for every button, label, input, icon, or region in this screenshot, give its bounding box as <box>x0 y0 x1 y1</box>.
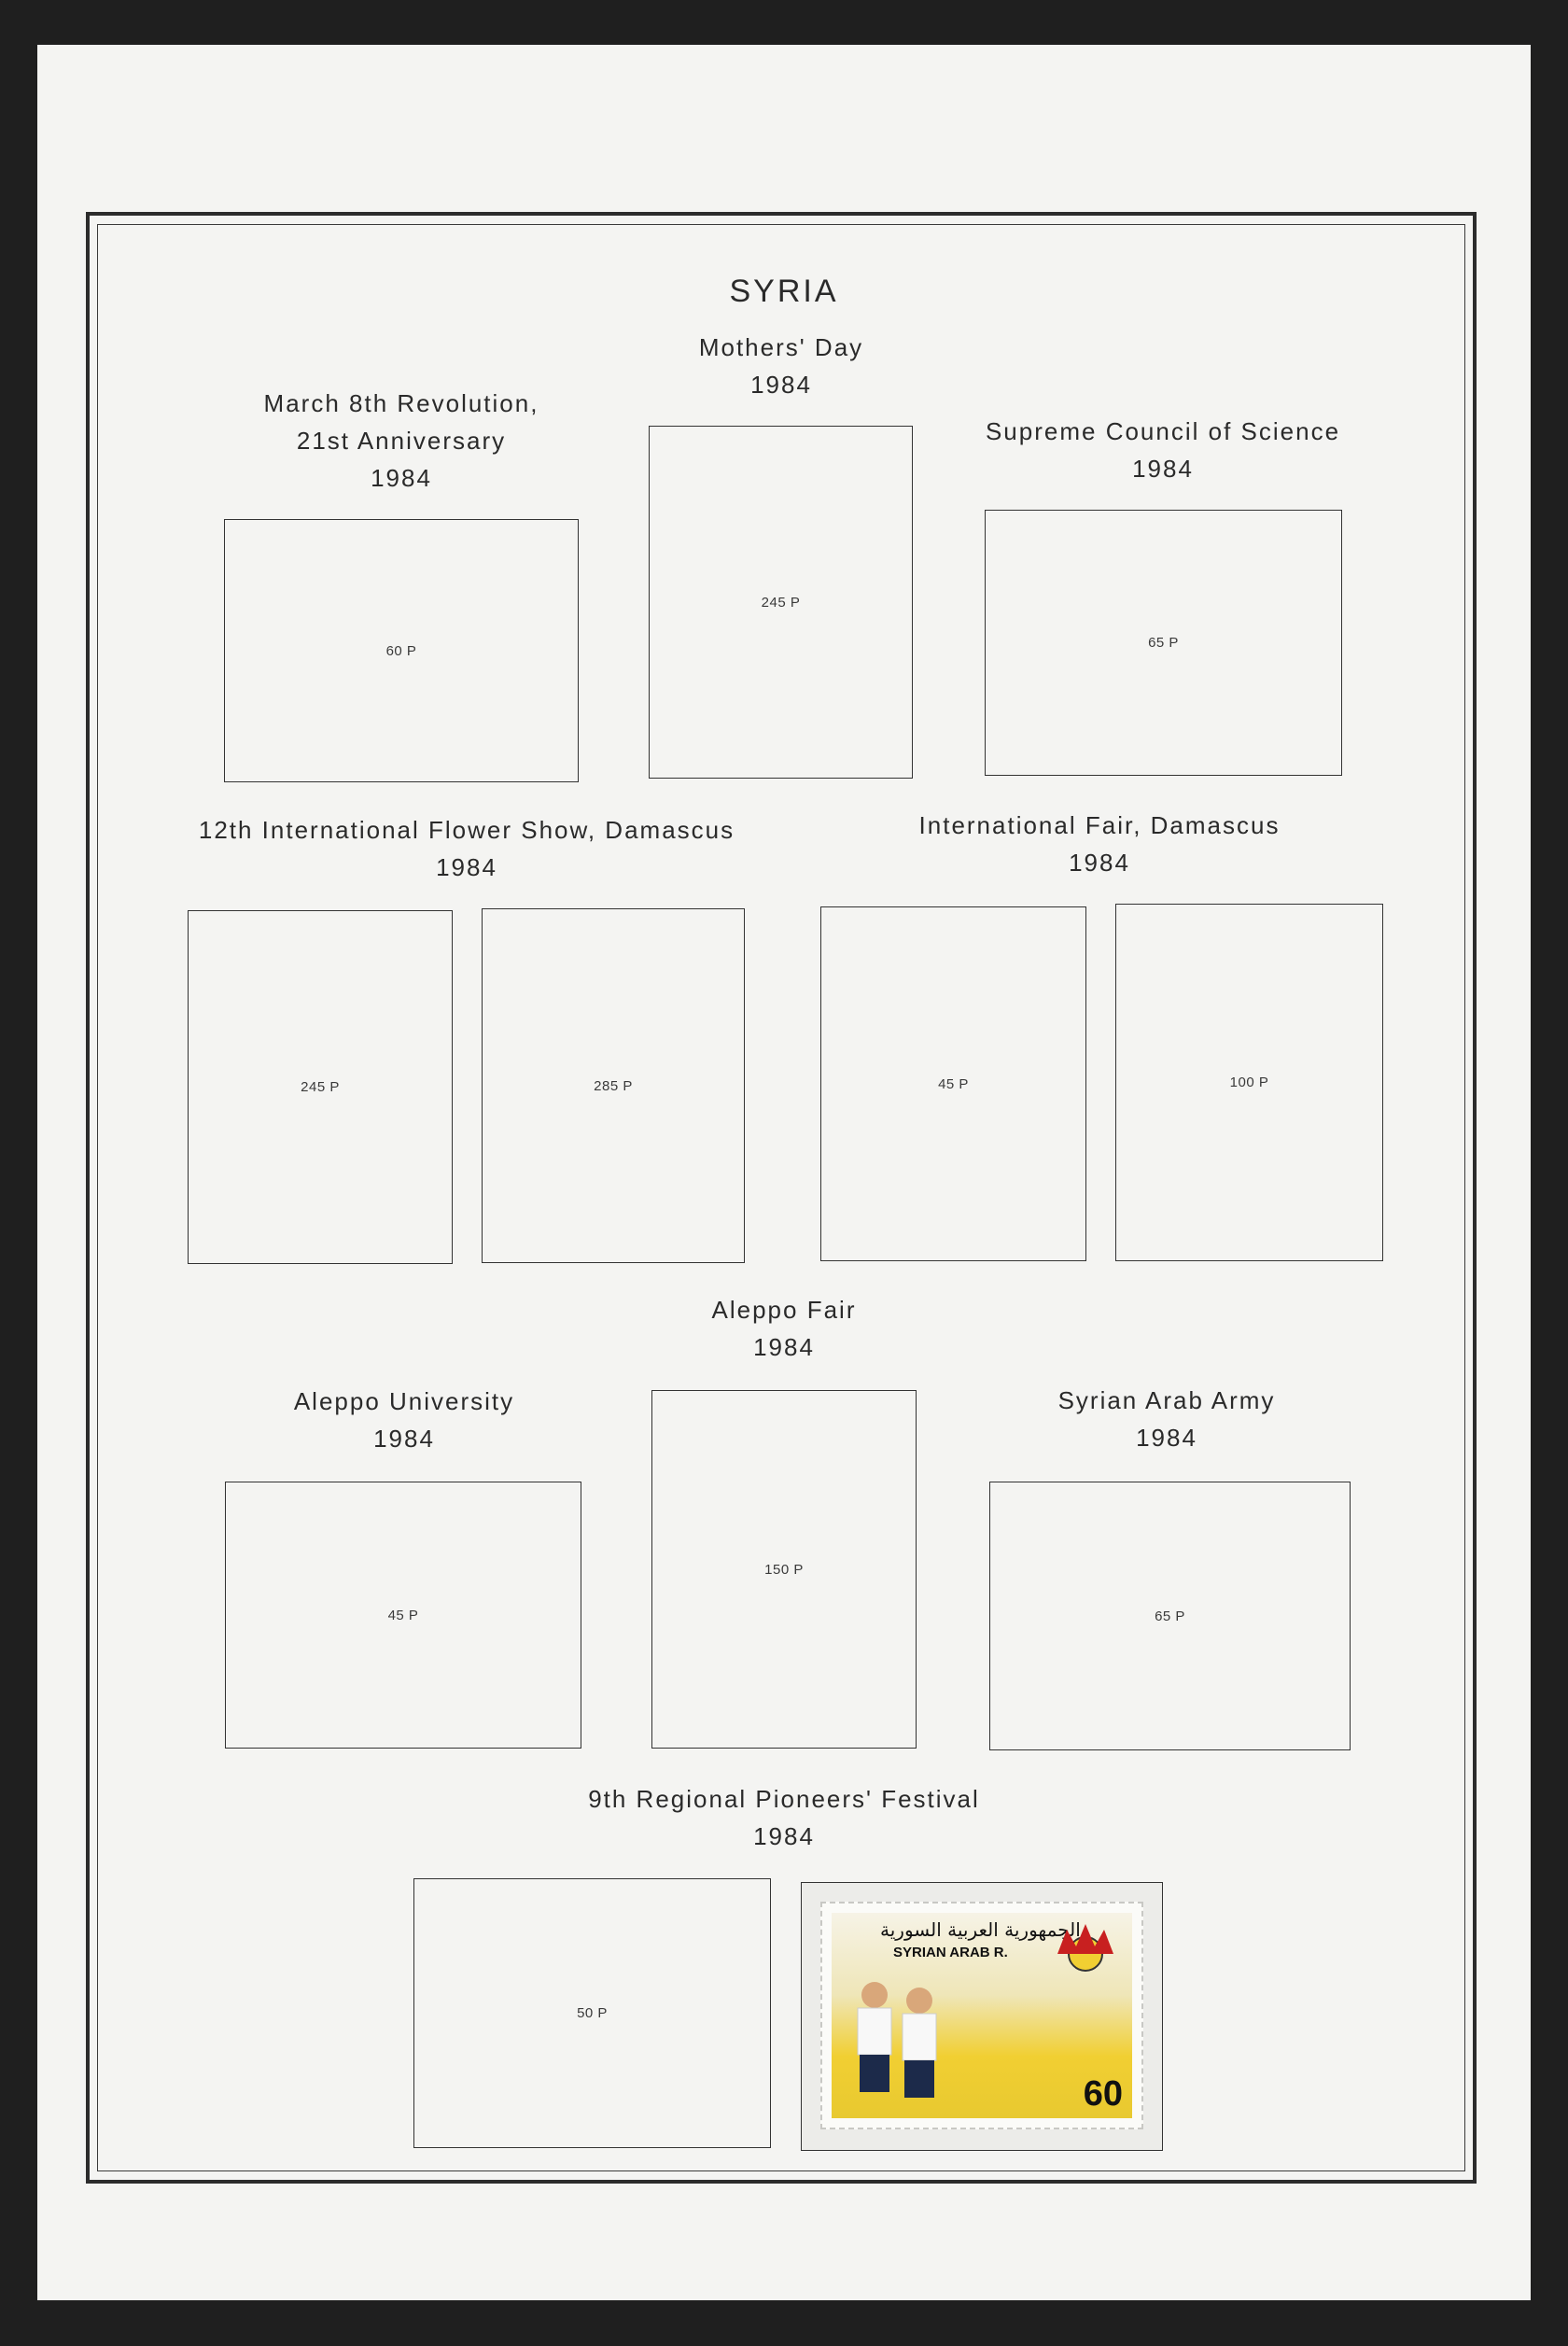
science-year: 1984 <box>1132 455 1194 483</box>
mothers-title: Mothers' Day <box>698 333 864 361</box>
science-title: Supreme Council of Science <box>985 417 1341 445</box>
stamp-denomination: 50 P <box>577 2005 608 2021</box>
fair-year: 1984 <box>1069 849 1130 877</box>
flower-year: 1984 <box>436 853 497 881</box>
march8-year: 1984 <box>371 464 432 492</box>
stamp-denomination: 45 P <box>938 1075 969 1092</box>
page-title: SYRIA <box>729 274 839 309</box>
university-title: Aleppo University <box>293 1387 515 1415</box>
stamp-face <box>832 1913 1132 2118</box>
stamp-denomination: 245 P <box>301 1079 340 1095</box>
stamp-space <box>1115 904 1383 1261</box>
fair-title: International Fair, Damascus <box>918 811 1281 839</box>
march8-title-line1: March 8th Revolution, <box>263 389 539 417</box>
stamp-space <box>413 1878 771 2148</box>
pioneers-year: 1984 <box>753 1822 815 1850</box>
stamp-space <box>482 908 745 1263</box>
pioneers-emblem-icon <box>1048 1917 1123 1991</box>
army-title: Syrian Arab Army <box>1057 1386 1276 1414</box>
stamp-space <box>225 1482 581 1749</box>
flower-title: 12th International Flower Show, Damascus <box>198 816 735 844</box>
stamp-denomination: 100 P <box>1229 1075 1269 1090</box>
stamp-denomination: 245 P <box>761 594 801 611</box>
stamp-denomination: 285 P <box>594 1077 633 1094</box>
stamp-mount <box>801 1882 1163 2151</box>
stamp-space <box>651 1390 917 1749</box>
army-year: 1984 <box>1136 1424 1197 1452</box>
stamp-denomination: 65 P <box>1148 635 1179 651</box>
university-year: 1984 <box>373 1425 435 1453</box>
stamp-arabic-text: الجمهورية العربية السورية <box>880 1918 1081 1941</box>
aleppo-fair-title: Aleppo Fair <box>711 1296 857 1324</box>
mothers-year: 1984 <box>750 371 812 399</box>
stamp-space <box>188 910 453 1264</box>
stamp-denomination: 45 P <box>387 1607 419 1623</box>
stamp-face-value: 60 <box>1083 2074 1123 2114</box>
stamp-space <box>820 906 1086 1261</box>
pioneer-children-icon <box>839 1965 960 2105</box>
stamp-image <box>820 1902 1143 2129</box>
stamp-space <box>989 1482 1351 1750</box>
stamp-country: SYRIAN ARAB R. <box>893 1945 1008 1960</box>
stamp-space <box>985 510 1342 776</box>
stamp-denomination: 65 P <box>1155 1608 1185 1624</box>
march8-title-line2: 21st Anniversary <box>296 427 507 455</box>
stamp-space <box>649 426 913 779</box>
stamp-denomination: 60 P <box>385 642 417 659</box>
stamp-space <box>224 519 579 782</box>
aleppo-fair-year: 1984 <box>753 1333 815 1361</box>
pioneers-title: 9th Regional Pioneers' Festival <box>588 1785 980 1813</box>
stamp-denomination: 150 P <box>764 1561 804 1578</box>
